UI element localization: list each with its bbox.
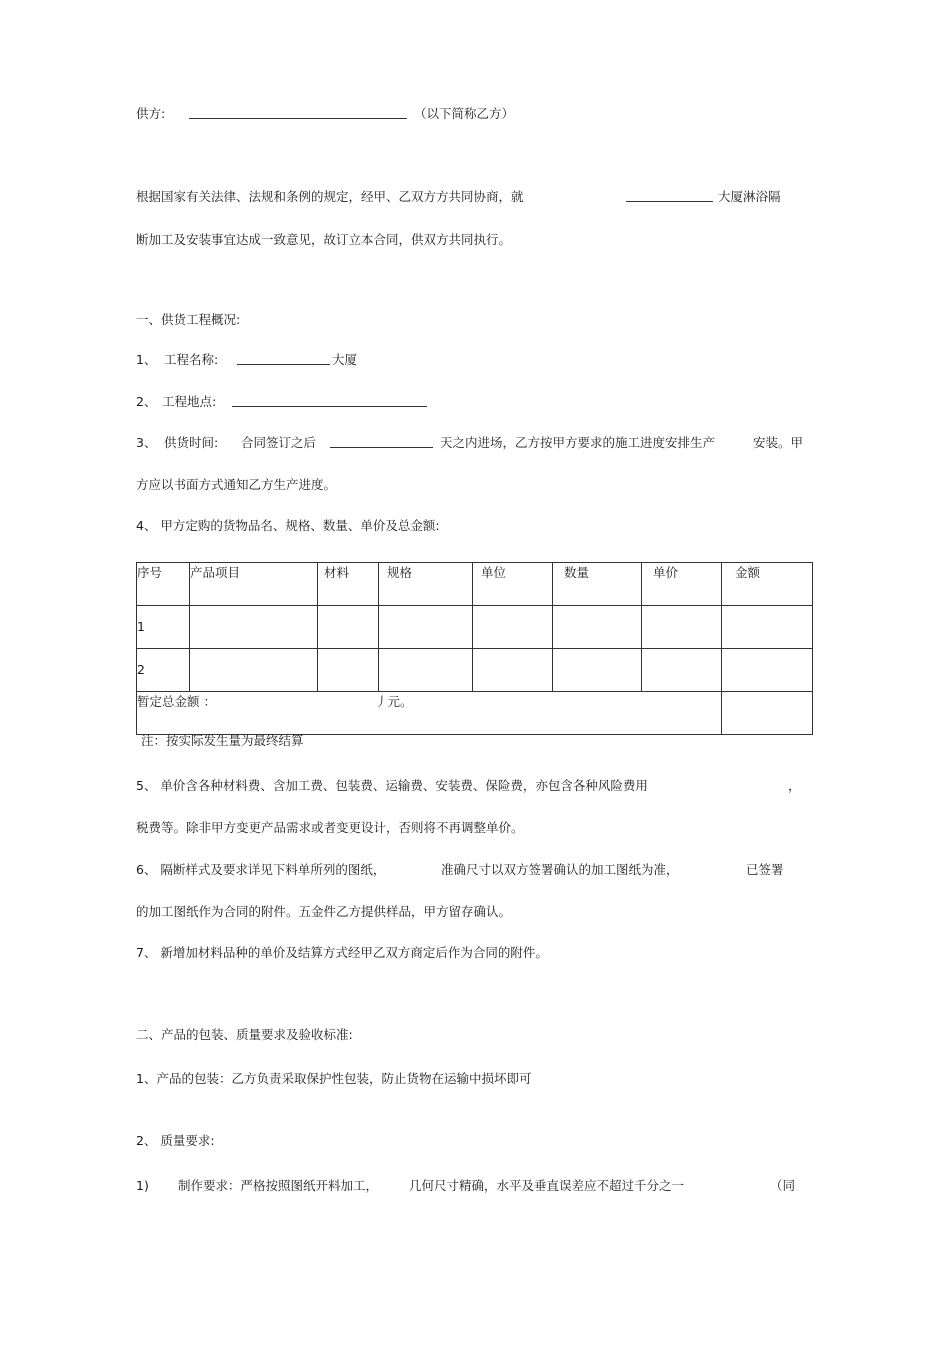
row-cell[interactable]	[722, 606, 813, 649]
header-cell-material: 材料	[318, 563, 379, 606]
header-cell-quantity: 数量	[553, 563, 642, 606]
header-cell-product: 产品项目	[190, 563, 318, 606]
sub1-text-c: （同	[770, 1178, 796, 1193]
preamble-line1-end: 大厦淋浴隔	[718, 189, 781, 204]
row-cell[interactable]	[642, 606, 722, 649]
header-cell-unit-price: 单价	[642, 563, 722, 606]
row-cell[interactable]	[190, 606, 318, 649]
item2-label: 工程地点:	[162, 394, 217, 409]
item2-number: 2、	[136, 394, 157, 409]
project-name-blank[interactable]	[626, 189, 713, 202]
sub1-text-a: 制作要求：严格按照图纸开料加工，	[178, 1178, 379, 1193]
project-name-field[interactable]	[237, 352, 330, 365]
supplier-name-blank[interactable]	[189, 106, 407, 119]
item7-text: 7、 新增加材料品种的单价及结算方式经甲乙双方商定后作为合同的附件。	[136, 945, 548, 960]
total-cell	[137, 692, 722, 735]
total-label: 暂定总金额 ：	[137, 694, 216, 709]
item1-number: 1、	[136, 352, 157, 367]
table-header-row	[137, 563, 813, 606]
row-cell[interactable]	[318, 649, 379, 692]
quality-requirements: 2、 质量要求:	[136, 1133, 215, 1148]
settlement-note: 注：按实际发生量为最终结算	[141, 733, 304, 748]
item6-text-c: 已签署	[746, 862, 784, 877]
days-field[interactable]	[330, 435, 433, 448]
item5-line2: 税费等。除非甲方变更产品需求或者变更设计，否则将不再调整单价。	[136, 820, 524, 835]
item3-text-c: 安装。甲	[753, 435, 804, 450]
item5-line1: 5、 单价含各种材料费、含加工费、包装费、运输费、安装费、保险费，亦包含各种风险费用	[136, 778, 648, 793]
header-cell-index: 序号	[137, 563, 190, 606]
supplier-label: 供方:	[136, 106, 166, 121]
item3-number: 3、	[136, 435, 157, 450]
header-cell-amount: 金额	[722, 563, 813, 606]
item3-text-a: 合同签订之后	[241, 435, 317, 450]
row-cell[interactable]	[473, 606, 553, 649]
preamble-line1-start: 根据国家有关法律、法规和条例的规定，经甲、乙双方方共同协商，就	[136, 189, 524, 204]
row-cell[interactable]	[553, 606, 642, 649]
item6-line2: 的加工图纸作为合同的附件。五金件乙方提供样品，甲方留存确认。	[136, 904, 512, 919]
item6-text-a: 6、 隔断样式及要求详见下料单所列的图纸，	[136, 862, 386, 877]
project-location-field[interactable]	[232, 394, 427, 407]
sub1-number: 1)	[136, 1178, 149, 1193]
sub1-text-b: 几何尺寸精确，水平及垂直误差应不超过千分之一	[409, 1178, 685, 1193]
row-cell[interactable]	[642, 649, 722, 692]
total-amount-cell[interactable]	[722, 692, 813, 735]
row-cell[interactable]	[379, 649, 473, 692]
header-cell-spec: 规格	[379, 563, 473, 606]
item4-text: 4、 甲方定购的货物品名、规格、数量、单价及总金额:	[136, 518, 440, 533]
table-row	[137, 649, 813, 692]
item3-line2: 方应以书面方式通知乙方生产进度。	[136, 477, 337, 492]
item3-label: 供货时间:	[164, 435, 219, 450]
total-unit: 丿元。	[375, 694, 413, 709]
goods-table	[136, 562, 813, 735]
table-row	[137, 606, 813, 649]
item3-text-b: 天之内进场，乙方按甲方要求的施工进度安排生产	[440, 435, 716, 450]
item1-suffix: 大厦	[332, 352, 358, 367]
row-cell[interactable]	[722, 649, 813, 692]
item6-text-b: 准确尺寸以双方签署确认的加工图纸为准，	[441, 862, 679, 877]
table-total-row	[137, 692, 813, 735]
row-cell[interactable]	[318, 606, 379, 649]
row-index: 1	[137, 606, 190, 649]
item1-label: 工程名称:	[164, 352, 219, 367]
row-cell[interactable]	[190, 649, 318, 692]
section2-title: 二、产品的包装、质量要求及验收标准:	[136, 1027, 353, 1042]
row-cell[interactable]	[379, 606, 473, 649]
preamble-line2: 断加工及安装事宜达成一致意见，故订立本合同，供双方共同执行。	[136, 232, 512, 247]
packaging-item: 1、产品的包装：乙方负责采取保护性包装，防止货物在运输中损坏即可	[136, 1071, 532, 1086]
header-cell-unit: 单位	[473, 563, 553, 606]
row-cell[interactable]	[473, 649, 553, 692]
section1-title: 一、供货工程概况:	[136, 312, 241, 327]
row-index: 2	[137, 649, 190, 692]
supplier-suffix: （以下简称乙方）	[414, 106, 515, 121]
row-cell[interactable]	[553, 649, 642, 692]
item5-comma: ，	[788, 778, 801, 793]
